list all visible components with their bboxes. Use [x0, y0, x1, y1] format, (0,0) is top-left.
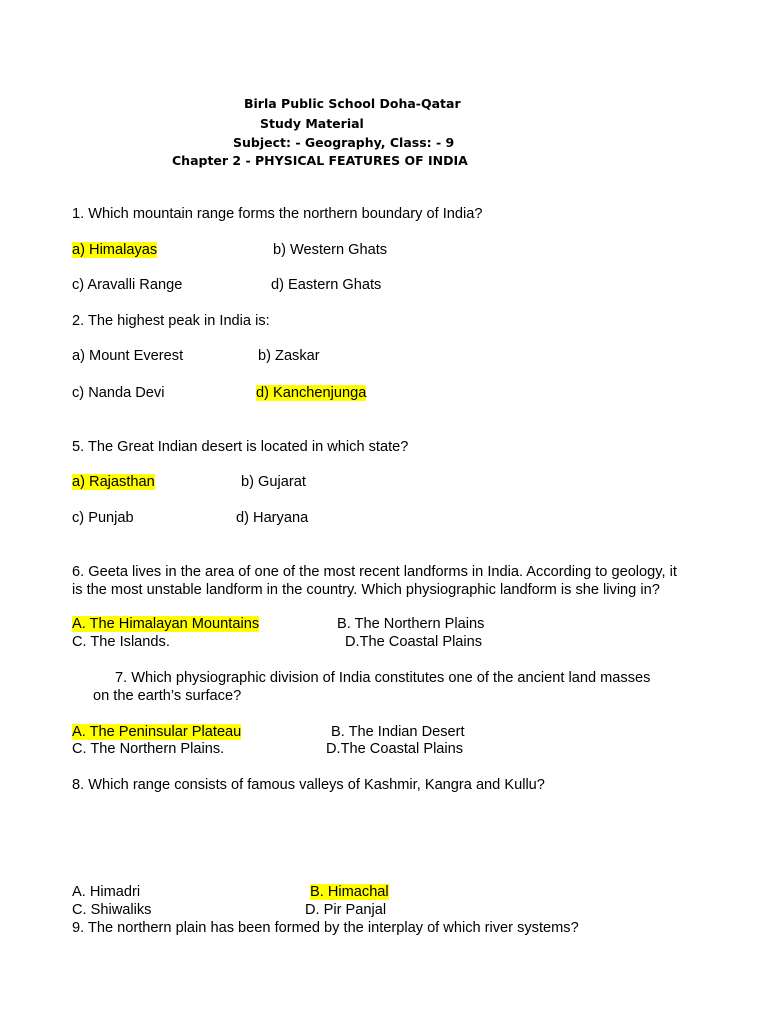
q6-option-b: B. The Northern Plains	[337, 616, 485, 632]
q6-option-a-answer: A. The Himalayan Mountains	[72, 616, 260, 632]
q2-option-c: c) Nanda Devi	[72, 385, 165, 401]
q5-option-b: b) Gujarat	[241, 474, 306, 490]
q7-option-d: D.The Coastal Plains	[326, 741, 464, 757]
q2-option-a: a) Mount Everest	[72, 348, 184, 364]
q8-option-c: C. Shiwaliks	[72, 902, 152, 918]
q8-option-a: A. Himadri	[72, 884, 141, 900]
material-title: Study Material	[260, 116, 364, 131]
question-8: 8. Which range consists of famous valleys of Kashmir, Kangra and Kullu?	[72, 777, 545, 793]
question-7-line-1: 7. Which physiographic division of India constitutes one of the ancient land masses	[115, 670, 651, 686]
question-5: 5. The Great Indian desert is located in which state?	[72, 439, 409, 455]
chapter-title: Chapter 2 - PHYSICAL FEATURES OF INDIA	[172, 153, 468, 168]
q6-option-c: C. The Islands.	[72, 634, 170, 650]
q1-option-b: b) Western Ghats	[273, 242, 388, 258]
q2-option-b: b) Zaskar	[258, 348, 320, 364]
q6-option-d: D.The Coastal Plains	[345, 634, 483, 650]
q7-option-b: B. The Indian Desert	[331, 724, 465, 740]
q7-option-a-answer: A. The Peninsular Plateau	[72, 724, 242, 740]
q5-option-c: c) Punjab	[72, 510, 134, 526]
subject-line: Subject: - Geography, Class: - 9	[233, 135, 455, 150]
question-6-line-2: is the most unstable landform in the country. Which physiographic landform is she living in?	[72, 582, 660, 598]
q1-option-a-answer: a) Himalayas	[72, 242, 158, 258]
q8-option-d: D. Pir Panjal	[305, 902, 387, 918]
q8-option-b-answer: B. Himachal	[310, 884, 389, 900]
question-1: 1. Which mountain range forms the northern boundary of India?	[72, 206, 483, 222]
question-7-line-2: on the earth’s surface?	[93, 688, 242, 704]
q7-option-c: C. The Northern Plains.	[72, 741, 225, 757]
question-9: 9. The northern plain has been formed by the interplay of which river systems?	[72, 920, 579, 936]
q1-option-c: c) Aravalli Range	[72, 277, 183, 293]
q5-option-d: d) Haryana	[236, 510, 309, 526]
school-name: Birla Public School Doha-Qatar	[244, 96, 461, 111]
q5-option-a-answer: a) Rajasthan	[72, 474, 155, 490]
q2-option-d-answer: d) Kanchenjunga	[256, 385, 367, 401]
q1-option-d: d) Eastern Ghats	[271, 277, 382, 293]
question-2: 2. The highest peak in India is:	[72, 313, 270, 329]
question-6-line-1: 6. Geeta lives in the area of one of the most recent landforms in India. According to geology, it	[72, 564, 677, 580]
